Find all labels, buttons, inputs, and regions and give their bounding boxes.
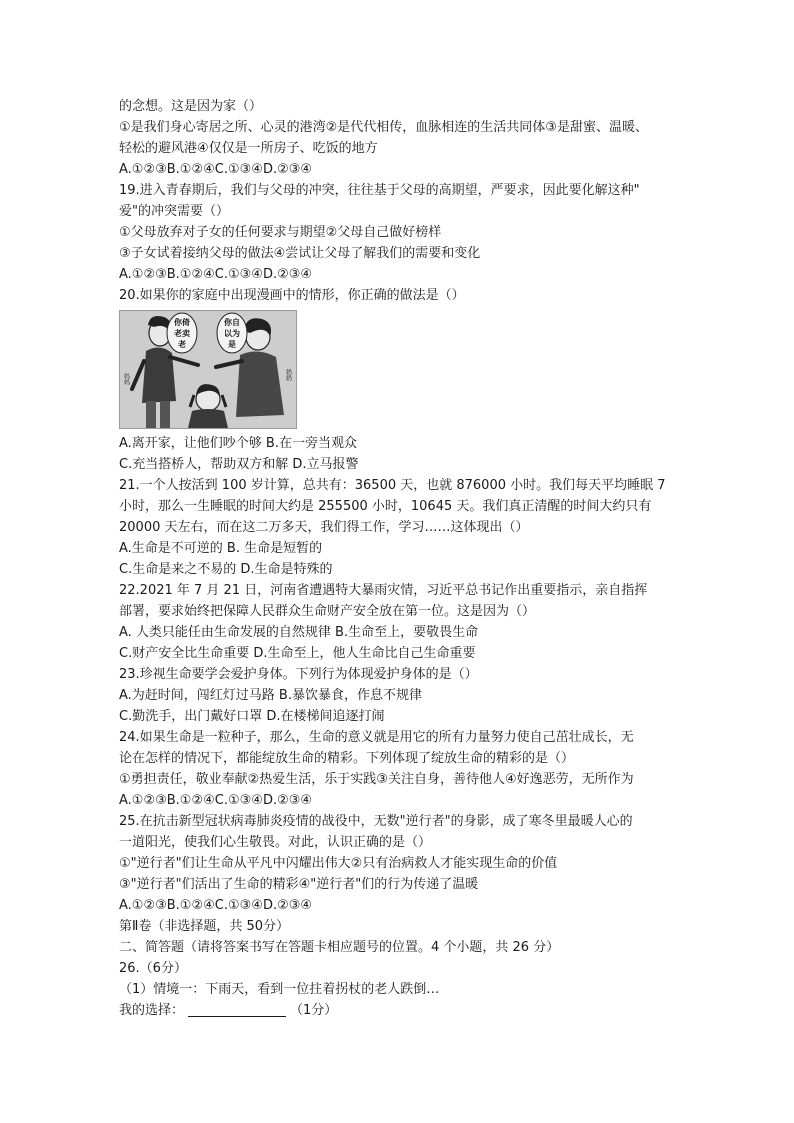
left-bubble-text: 你倚 [174,318,190,327]
question-number: 26.（6分） [119,961,187,976]
text-line: A.①②③B.①②④C.①③④D.②③④ [119,267,313,282]
text-line: ③子女试着接纳父母的做法④尝试让父母了解我们的需要和变化 [119,246,481,261]
text-line: 部署，要求始终把保障人民群众生命财产安全放在第一位。这是因为（） [119,604,536,619]
cartoon-drawing [120,311,296,428]
text-line: A.①②③B.①②④C.①③④D.②③④ [119,898,313,913]
text-line: A. 人类只能任由生命发展的自然规律 B.生命至上，要敬畏生命 [119,625,479,640]
right-bubble-text: 是 [228,340,236,349]
text-line: 20000 天左右，而在这二万多天，我们得工作，学习……这体现出（） [119,520,529,535]
section-heading: 二、简答题（请将答案书写在答题卡相应题号的位置。4 个小题，共 26 分） [119,940,560,955]
mother-tag: 妈妈 [122,373,130,385]
left-bubble-text: 老 [178,340,186,349]
text-line: 轻松的避风港④仅仅是一所房子、吃饭的地方 [119,141,378,156]
text-line: 爱"的冲突需要（） [119,204,229,219]
left-bubble-text: 老卖 [174,329,190,338]
text-line: A.生命是不可逆的 B. 生命是短暂的 [119,541,323,556]
text-line: 小时，那么一生睡眠的时间大约是 255500 小时，10645 天。我们真正清醒的时间大约只有 [119,499,652,514]
text-block-top [119,96,679,306]
text-line: ③"逆行者"们活出了生命的精彩④"逆行者"们的行为传递了温暖 [119,877,479,892]
answer-label: 我的选择： [119,1003,185,1018]
text-block-bottom [119,433,679,1021]
cartoon-illustration [119,310,297,429]
exam-page [119,96,679,1021]
text-line: A.离开家，让他们吵个够 B.在一旁当观众 [119,436,357,451]
text-line: ①"逆行者"们让生命从平凡中闪耀出伟大②只有治病救人才能实现生命的价值 [119,856,558,871]
text-line: 21.一个人按活到 100 岁计算，总共有：36500 天，也就 876000 小时。我们每天平均睡眠 7 [119,478,666,493]
text-line: 论在怎样的情况下，都能绽放生命的精彩。下列体现了绽放生命的精彩的是（） [119,751,575,766]
text-line: ①父母放弃对子女的任何要求与期望②父母自己做好榜样 [119,225,442,240]
text-line: C.财产安全比生命重要 D.生命至上，他人生命比自己生命重要 [119,646,476,661]
right-bubble-text: 以为 [224,329,240,338]
answer-line [119,1000,679,1021]
section-heading: 第Ⅱ卷（非选择题，共 50分） [119,919,290,934]
text-line: 19.进入青春期后，我们与父母的冲突，往往基于父母的高期望，严要求，因此要化解这种" [119,183,640,198]
text-line: 22.2021 年 7 月 21 日，河南省遭遇特大暴雨灾情，习近平总书记作出重要指示，亲自指挥 [119,583,648,598]
answer-score: （1分） [290,1003,338,1018]
text-line: ①勇担责任，敬业奉献②热爱生活，乐于实践③关注自身，善待他人④好逸恶劳，无所作为 [119,772,634,787]
text-line: C.勤洗手，出门戴好口罩 D.在楼梯间追逐打闹 [119,709,385,724]
right-bubble-text: 你自 [224,318,240,327]
text-line: A.①②③B.①②④C.①③④D.②③④ [119,793,313,808]
text-line: 20.如果你的家庭中出现漫画中的情形，你正确的做法是（） [119,288,465,303]
text-line: ①是我们身心寄居之所、心灵的港湾②是代代相传，血脉相连的生活共同体③是甜蜜、温暖、 [119,120,648,135]
text-line: 23.珍视生命要学会爱护身体。下列行为体现爱护身体的是（） [119,667,478,682]
text-line: 的念想。这是因为家（） [119,99,263,114]
text-line: A.为赶时间，闯红灯过马路 B.暴饮暴食，作息不规律 [119,688,422,703]
text-line: A.①②③B.①②④C.①③④D.②③④ [119,162,313,177]
text-line: 一道阳光，使我们心生敬畏。对此，认识正确的是（） [119,835,432,850]
text-line: （1）情境一：下雨天，看到一位拄着拐杖的老人跌倒… [119,982,440,997]
grandmother-tag: 奶奶 [284,369,292,381]
text-line: 25.在抗击新型冠状病毒肺炎疫情的战役中，无数"逆行者"的身影，成了寒冬里最暖人心的 [119,814,633,829]
text-line: C.充当搭桥人，帮助双方和解 D.立马报警 [119,457,359,472]
answer-blank[interactable] [188,1002,286,1017]
text-line: C.生命是来之不易的 D.生命是特殊的 [119,562,333,577]
text-line: 24.如果生命是一粒种子，那么，生命的意义就是用它的所有力量努力使自己茁壮成长，无 [119,730,634,745]
